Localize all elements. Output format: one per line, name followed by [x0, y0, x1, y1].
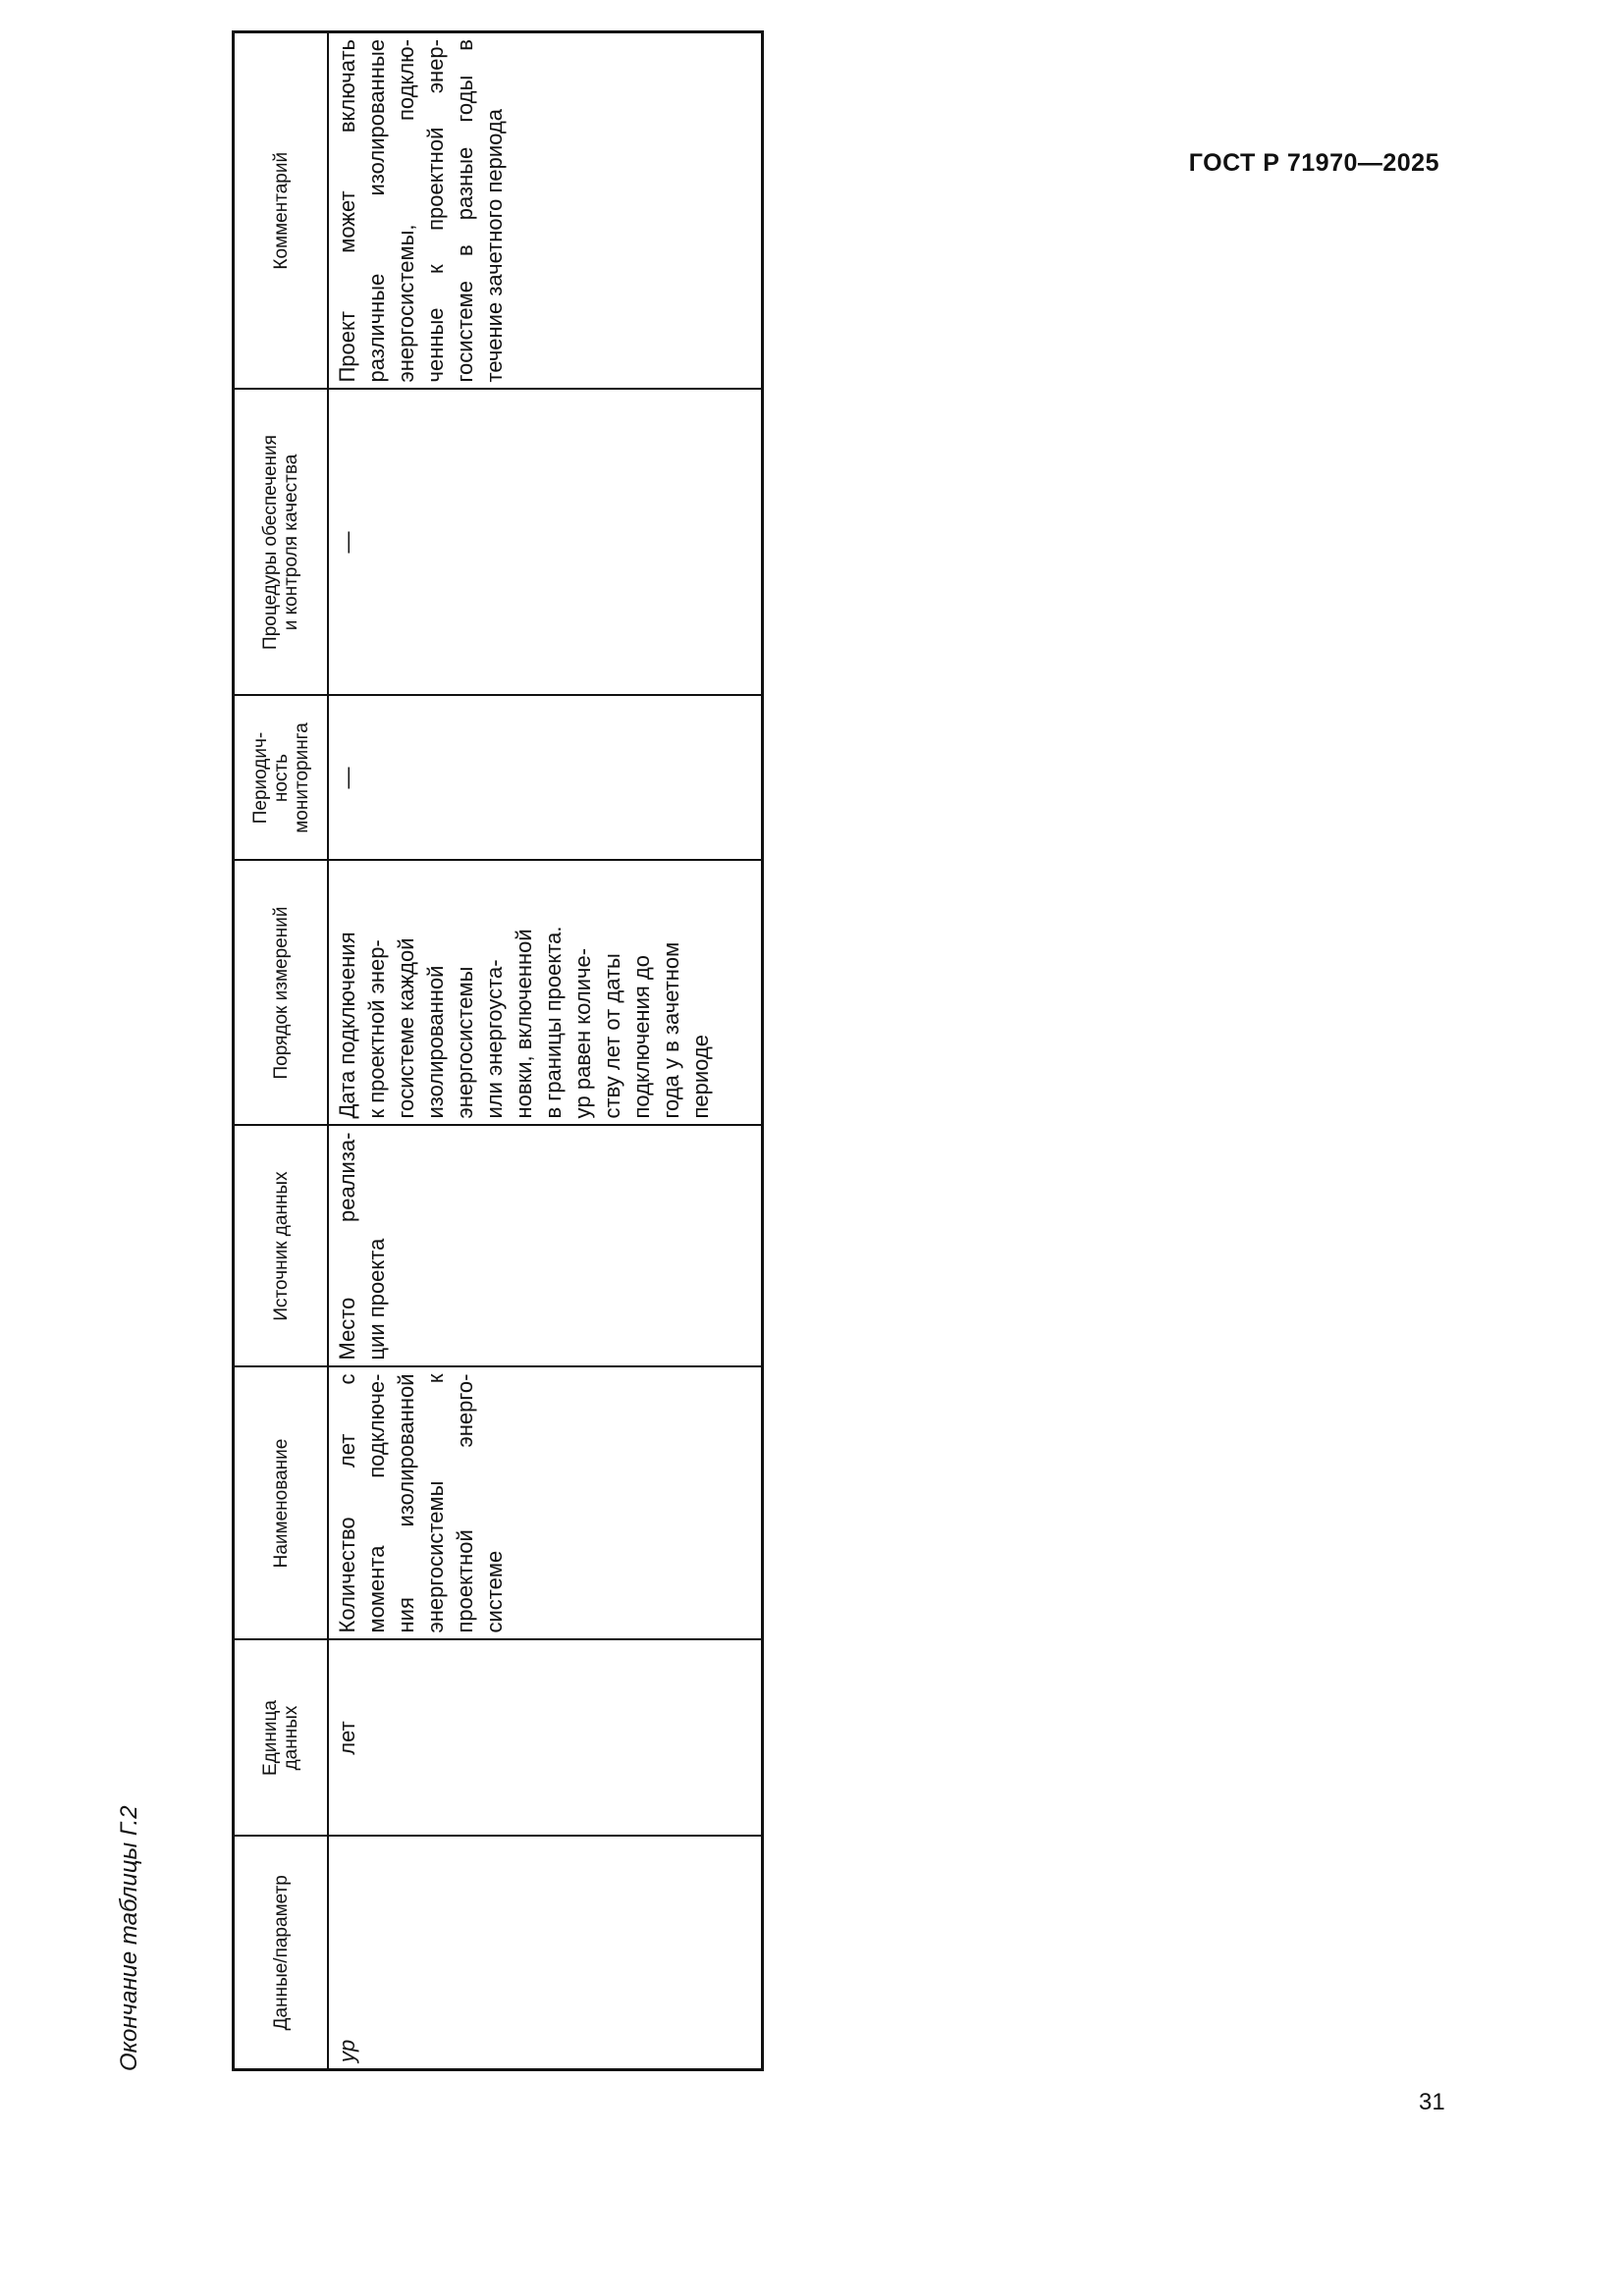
table-row [328, 32, 763, 2070]
col-header-qa: Процедуры обеспечения и контроля качества [234, 390, 329, 696]
page-header: ГОСТ Р 71970—2025 [1188, 149, 1439, 177]
cell-procedure: Дата подключения к проектной энер- госистеме каждой изолированной энергосистемы или энергоуста- новки, включенной в границы проекта. yp равен количе- ству лет от даты подключения до года y в зачетном периоде [328, 861, 763, 1126]
cell-comment: Проект может включать различные изолированные энергосистемы, подклю- ченные к проектной энер- госистеме в разные годы в течение зачетного периода [328, 32, 763, 390]
table-header-row [234, 32, 329, 2070]
col-header-source: Источник данных [234, 1126, 329, 1367]
cell-qa: — [328, 390, 763, 696]
data-table [232, 30, 764, 2071]
page-number: 31 [1419, 2089, 1445, 2115]
cell-source: Место реализа- ции проекта [328, 1126, 763, 1367]
col-header-comment: Комментарий [234, 32, 329, 390]
rotated-table-block [116, 39, 744, 2071]
cell-param: yp [328, 1837, 763, 2070]
col-header-periodicity: Периодич- ность мониторинга [234, 696, 329, 861]
col-header-unit: Единица данных [234, 1640, 329, 1837]
col-header-procedure: Порядок измерений [234, 861, 329, 1126]
cell-name: Количество лет с момента подключе- ния изолированной энергосистемы к проектной энерго- системе [328, 1367, 763, 1640]
col-header-param: Данные/параметр [234, 1837, 329, 2070]
cell-unit: лет [328, 1640, 763, 1837]
table-caption: Окончание таблицы Г.2 [116, 1805, 142, 2071]
col-header-name: Наименование [234, 1367, 329, 1640]
cell-periodicity: — [328, 696, 763, 861]
